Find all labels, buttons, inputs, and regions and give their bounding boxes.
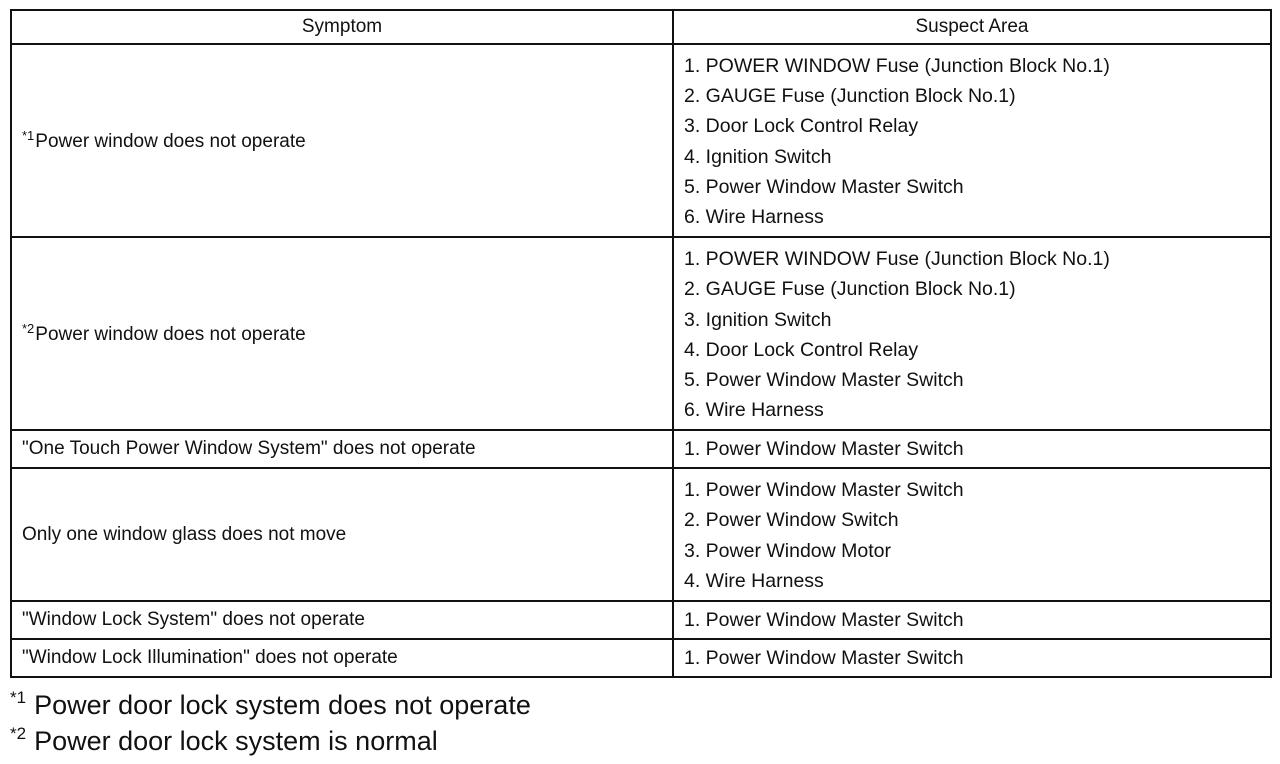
table-header-row (11, 10, 1271, 44)
troubleshooting-document (10, 9, 1270, 756)
suspect-item: 2. Power Window Switch (684, 509, 899, 532)
suspect-list (684, 238, 1260, 429)
footnote (10, 716, 1270, 756)
table-row (11, 639, 1271, 677)
suspect-item: 1. Power Window Master Switch (684, 646, 964, 669)
suspect-item: 4. Ignition Switch (684, 145, 832, 168)
suspect-item: 3. Door Lock Control Relay (684, 115, 919, 138)
footnote-mark: *2 (10, 724, 27, 743)
suspect-item: 1. Power Window Master Switch (684, 479, 964, 502)
footnote-mark: *2 (22, 321, 35, 337)
suspect-list (684, 45, 1260, 236)
symptom-cell (11, 430, 673, 468)
suspect-item: 5. Power Window Master Switch (684, 368, 964, 391)
suspect-item: 3. Power Window Motor (684, 539, 891, 562)
suspect-area-cell (673, 601, 1271, 639)
footnote (10, 680, 1270, 720)
table-row (11, 468, 1271, 601)
footnote-mark: *1 (22, 128, 35, 144)
suspect-item: 3. Ignition Switch (684, 308, 832, 331)
table-row (11, 430, 1271, 468)
symptom-table (10, 9, 1272, 678)
suspect-area-cell (673, 430, 1271, 468)
footnote-text: Power door lock system does not operate (34, 690, 531, 720)
symptom-cell (11, 237, 673, 430)
symptom-text: Power window does not operate (35, 131, 306, 153)
suspect-area-column-header: Suspect Area (673, 10, 1271, 44)
table-row (11, 237, 1271, 430)
suspect-area-cell (673, 44, 1271, 237)
suspect-item: 1. POWER WINDOW Fuse (Junction Block No.1) (684, 55, 1110, 77)
symptom-text: "One Touch Power Window System" does not operate (22, 438, 476, 460)
footnotes (10, 680, 1270, 756)
suspect-area-cell (673, 237, 1271, 430)
table-row (11, 601, 1271, 639)
table-row (11, 44, 1271, 237)
footnote-mark: *1 (10, 688, 27, 707)
suspect-item: 2. GAUGE Fuse (Junction Block No.1) (684, 278, 1016, 301)
suspect-item: 1. Power Window Master Switch (684, 608, 964, 631)
symptom-cell (11, 639, 673, 677)
suspect-item: 2. GAUGE Fuse (Junction Block No.1) (684, 85, 1016, 108)
footnote-text: Power door lock system is normal (34, 726, 438, 756)
symptom-column-header: Symptom (11, 10, 673, 44)
symptom-cell (11, 468, 673, 601)
suspect-area-cell (673, 639, 1271, 677)
symptom-text: "Window Lock System" does not operate (22, 609, 365, 630)
symptom-cell (11, 44, 673, 237)
suspect-list (684, 469, 1260, 600)
suspect-item: 4. Wire Harness (684, 569, 824, 592)
suspect-item: 4. Door Lock Control Relay (684, 338, 919, 361)
symptom-text: Only one window glass does not move (22, 523, 347, 545)
suspect-item: 5. Power Window Master Switch (684, 175, 964, 198)
suspect-item: 1. Power Window Master Switch (684, 437, 964, 460)
suspect-item: 6. Wire Harness (684, 399, 824, 422)
suspect-item: 1. POWER WINDOW Fuse (Junction Block No.1) (684, 248, 1110, 271)
symptom-text: Power window does not operate (35, 324, 306, 346)
symptom-text: "Window Lock Illumination" does not operate (22, 647, 398, 668)
suspect-area-cell (673, 468, 1271, 601)
suspect-item: 6. Wire Harness (684, 205, 824, 228)
symptom-cell (11, 601, 673, 639)
